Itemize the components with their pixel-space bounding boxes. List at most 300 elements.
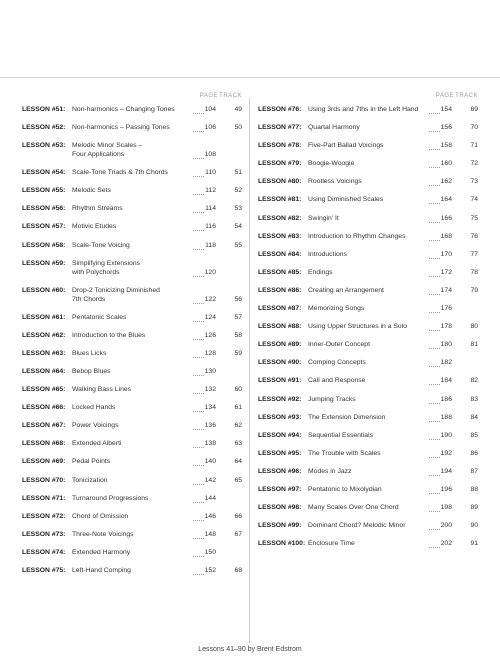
page-number: 156 (440, 124, 452, 132)
page-number: 176 (440, 305, 452, 313)
track-number: 70 (470, 124, 478, 132)
dot-leader (429, 439, 440, 440)
toc-entry[interactable] (22, 548, 242, 566)
lesson-number: LESSON #65: (22, 386, 66, 394)
lesson-number: LESSON #55: (22, 187, 66, 195)
lesson-number: LESSON #63: (22, 349, 66, 357)
toc-entry[interactable] (22, 331, 242, 349)
lesson-title-line: Locked Hands (72, 404, 116, 412)
lesson-number: LESSON #67: (22, 422, 66, 430)
dot-leader (193, 276, 204, 277)
lesson-title-line: The Extension Dimension (308, 413, 386, 421)
lesson-number: LESSON #99: (258, 522, 302, 530)
lesson-title (308, 539, 428, 548)
toc-entry[interactable] (22, 476, 242, 494)
toc-entry[interactable] (258, 449, 478, 467)
lesson-title (72, 313, 192, 322)
page-number: 194 (440, 467, 452, 475)
lesson-title-line: Simplifying Extensions (72, 259, 140, 267)
page-number: 168 (440, 232, 452, 240)
lesson-title-line: Drop-2 Tonicizing Diminished (72, 286, 160, 294)
lesson-title-line: Using Upper Structures in a Solo (308, 323, 407, 331)
toc-entry[interactable] (258, 431, 478, 449)
dot-leader (193, 230, 204, 231)
lesson-number: LESSON #77: (258, 124, 302, 132)
toc-entry[interactable] (258, 413, 478, 431)
lesson-title-line: Tonicization (72, 476, 108, 484)
lesson-title-line: Three-Note Voicings (72, 530, 134, 538)
page-number: 170 (440, 250, 452, 258)
dot-leader (429, 294, 440, 295)
lesson-title (72, 186, 192, 195)
track-number: 86 (470, 449, 478, 457)
lesson-title-line: Pentatonic Scales (72, 313, 127, 321)
lesson-title (308, 521, 428, 530)
lesson-title-line: Call and Response (308, 377, 366, 385)
lesson-title (308, 449, 428, 458)
lesson-title-line: Jumping Tracks (308, 395, 356, 403)
lesson-number: LESSON #62: (22, 331, 66, 339)
track-number: 67 (234, 530, 242, 538)
toc-entry[interactable] (258, 521, 478, 539)
track-number: 75 (470, 214, 478, 222)
dot-leader (193, 131, 204, 132)
lesson-title-line: Five-Part Ballad Voicings (308, 142, 384, 150)
toc-entry[interactable] (258, 268, 478, 286)
track-number: 64 (234, 458, 242, 466)
lesson-number: LESSON #57: (22, 223, 66, 231)
lesson-title (308, 503, 428, 512)
toc-entry[interactable] (22, 105, 242, 123)
lesson-title (308, 358, 428, 367)
lesson-title (308, 286, 428, 295)
lesson-number: LESSON #88: (258, 323, 302, 331)
lesson-number: LESSON #80: (258, 178, 302, 186)
page-number: 114 (205, 205, 216, 213)
lesson-number: LESSON #75: (22, 566, 66, 574)
toc-entry[interactable] (22, 494, 242, 512)
dot-leader (429, 131, 440, 132)
lesson-title-line: Blues Licks (72, 349, 107, 357)
page-number: 140 (204, 458, 216, 466)
lesson-title-line: Introduction to Rhythm Changes (308, 232, 406, 240)
track-number: 51 (234, 169, 242, 177)
track-number: 83 (470, 395, 478, 403)
lesson-number: LESSON #79: (258, 160, 302, 168)
page-number: 146 (204, 512, 216, 520)
toc-entry[interactable] (258, 105, 478, 123)
lesson-number: LESSON #92: (258, 395, 302, 403)
page-number: 190 (440, 431, 452, 439)
lesson-number: LESSON #97: (258, 485, 302, 493)
dot-leader (193, 212, 204, 213)
track-number: 81 (470, 341, 478, 349)
lesson-title-line: 7th Chords (72, 295, 106, 303)
dot-leader (193, 502, 204, 503)
dot-leader (193, 465, 204, 466)
page-number: 154 (440, 106, 452, 113)
page-number: 126 (204, 331, 216, 339)
lesson-title-line: with Polychords (72, 268, 120, 276)
lesson-title-line: Power Voicings (72, 422, 119, 430)
dot-leader (429, 203, 440, 204)
page-number: 110 (205, 169, 216, 177)
lesson-number: LESSON #85: (258, 268, 302, 276)
dot-leader (429, 222, 440, 223)
lesson-title-line: Melodic Minor Scales – (72, 142, 143, 150)
page-number: 104 (204, 106, 216, 113)
track-number: 90 (470, 522, 478, 530)
toc-entry[interactable] (258, 250, 478, 268)
dot-leader (193, 321, 204, 322)
page-number: 158 (440, 142, 452, 150)
track-number: 49 (234, 106, 242, 113)
toc-entry[interactable] (22, 123, 242, 141)
lesson-number: LESSON #52: (22, 124, 66, 132)
lesson-title (308, 304, 428, 313)
track-number: 84 (470, 413, 478, 421)
lesson-title (308, 232, 428, 241)
toc-entry[interactable] (22, 512, 242, 530)
lesson-number: LESSON #59: (22, 259, 66, 267)
lesson-number: LESSON #58: (22, 241, 66, 249)
toc-entry[interactable] (258, 395, 478, 413)
dot-leader (193, 194, 204, 195)
lesson-title (308, 431, 428, 440)
lesson-title (308, 123, 428, 132)
toc-entry[interactable] (22, 241, 242, 259)
lesson-title-line: Melodic Sets (72, 187, 111, 195)
lesson-title-line: Non-harmonics – Passing Tones (72, 124, 170, 132)
toc-rows-right (258, 105, 478, 557)
toc-entry[interactable] (258, 539, 478, 557)
toc-entry[interactable] (258, 123, 478, 141)
dot-leader (429, 258, 440, 259)
page-number: 152 (204, 566, 216, 574)
lesson-title (72, 123, 192, 132)
dot-leader (193, 447, 204, 448)
toc-entry[interactable] (258, 214, 478, 232)
dot-leader (193, 357, 204, 358)
page-column-label: PAGE (199, 93, 218, 99)
page-number: 202 (440, 540, 452, 548)
track-number: 58 (234, 331, 242, 339)
dot-leader (429, 529, 440, 530)
lesson-title (308, 250, 428, 259)
track-number: 53 (234, 205, 242, 213)
lesson-number: LESSON #60: (22, 286, 66, 294)
lesson-title-line: Scale-Tone Triads & 7th Chords (72, 169, 168, 177)
toc-entry[interactable] (22, 439, 242, 457)
track-number: 69 (470, 106, 478, 113)
lesson-title-line: Creating an Arrangement (308, 286, 384, 294)
page-number: 108 (204, 151, 216, 159)
lesson-number: LESSON #86: (258, 286, 302, 294)
toc-entry[interactable] (22, 530, 242, 548)
page-number: 180 (440, 341, 452, 349)
lesson-title (72, 331, 192, 340)
footer-credit: Lessons 41–90 by Brent Edstrom (198, 646, 302, 653)
track-number: 76 (470, 232, 478, 240)
lesson-number: LESSON #90: (258, 359, 302, 367)
page-number: 142 (204, 476, 216, 484)
lesson-number: LESSON #66: (22, 404, 66, 412)
dot-leader (429, 384, 440, 385)
track-number: 62 (234, 422, 242, 430)
page-number: 148 (204, 530, 216, 538)
lesson-number: LESSON #76: (258, 106, 302, 113)
dot-leader (193, 484, 204, 485)
lesson-title-line: Pentatonic to Mixolydian (308, 485, 382, 493)
track-number: 52 (234, 187, 242, 195)
track-number: 72 (470, 160, 478, 168)
lesson-title-line: Modes in Jazz (308, 467, 352, 475)
lesson-title (308, 105, 428, 114)
lesson-title (72, 439, 192, 448)
lesson-title-line: Motivic Etudes (72, 223, 117, 231)
lesson-number: LESSON #82: (258, 214, 302, 222)
lesson-title (72, 367, 192, 376)
lesson-title (72, 530, 192, 539)
toc-rows-left (22, 105, 242, 584)
toc-entry[interactable] (22, 367, 242, 385)
toc-entry[interactable] (258, 503, 478, 521)
lesson-title-line: Using Diminished Scales (308, 196, 384, 204)
lesson-title (308, 322, 428, 331)
lesson-title (72, 548, 192, 557)
toc-entry[interactable] (258, 340, 478, 358)
track-number: 79 (470, 286, 478, 294)
toc-entry[interactable] (22, 349, 242, 367)
track-number: 71 (470, 142, 478, 150)
page-number: 184 (440, 377, 452, 385)
track-number: 74 (470, 196, 478, 204)
lesson-title (308, 413, 428, 422)
dot-leader (193, 556, 204, 557)
toc-entry[interactable] (22, 168, 242, 186)
toc-entry[interactable] (22, 186, 242, 204)
lesson-title-line: Pedal Points (72, 458, 111, 466)
lesson-number: LESSON #53: (22, 142, 66, 150)
toc-entry[interactable] (22, 421, 242, 439)
dot-leader (429, 312, 440, 313)
page-number: 132 (204, 386, 216, 394)
lesson-number: LESSON #84: (258, 250, 302, 258)
lesson-title (72, 241, 192, 250)
page-number: 122 (204, 295, 216, 303)
toc-entry[interactable] (258, 286, 478, 304)
page-number: 160 (440, 160, 452, 168)
toc-entry[interactable] (22, 286, 242, 313)
track-number: 88 (470, 485, 478, 493)
track-number: 59 (234, 349, 242, 357)
page-number: 198 (440, 504, 452, 512)
page-number: 136 (204, 422, 216, 430)
track-number: 61 (234, 404, 242, 412)
dot-leader (429, 493, 440, 494)
lesson-title-line: Extended Harmony (72, 548, 131, 556)
dot-leader (429, 348, 440, 349)
lesson-title-line: Scale-Tone Voicing (72, 241, 130, 249)
dot-leader (193, 520, 204, 521)
lesson-title (308, 177, 428, 186)
lesson-title-line: Rhythm Streams (72, 205, 123, 213)
toc-entry[interactable] (258, 322, 478, 340)
track-number: 63 (234, 440, 242, 448)
toc-entry[interactable] (258, 141, 478, 159)
lesson-title-line: Introductions (308, 250, 347, 258)
lesson-title-line: Non-harmonics – Changing Tones (72, 106, 175, 113)
dot-leader (193, 411, 204, 412)
dot-leader (429, 276, 440, 277)
track-number: 82 (470, 377, 478, 385)
toc-entry[interactable] (22, 457, 242, 475)
toc-entry[interactable] (258, 177, 478, 195)
lesson-number: LESSON #70: (22, 476, 66, 484)
toc-entry[interactable] (22, 385, 242, 403)
dot-leader (429, 167, 440, 168)
dot-leader (429, 511, 440, 512)
toc-entry[interactable] (258, 358, 478, 376)
dot-leader (193, 429, 204, 430)
lesson-title (308, 268, 428, 277)
lesson-title (72, 403, 192, 412)
toc-entry[interactable] (22, 403, 242, 421)
page-number: 196 (440, 485, 452, 493)
toc-entry[interactable] (258, 467, 478, 485)
lesson-number: LESSON #96: (258, 467, 302, 475)
page-number: 188 (440, 413, 452, 421)
lesson-number: LESSON #68: (22, 440, 66, 448)
lesson-title (72, 105, 192, 114)
page-number: 106 (204, 124, 216, 132)
page-number: 124 (204, 313, 216, 321)
lesson-number: LESSON #71: (22, 494, 66, 502)
toc-entry[interactable] (258, 485, 478, 503)
lesson-number: LESSON #64: (22, 367, 66, 375)
dot-leader (193, 249, 204, 250)
toc-entry[interactable] (22, 141, 242, 168)
toc-entry[interactable] (22, 204, 242, 222)
lesson-title-line: The Trouble with Scales (308, 449, 381, 457)
lesson-title (308, 159, 428, 168)
track-number: 77 (470, 250, 478, 258)
lesson-title (308, 141, 428, 150)
page-number: 150 (204, 548, 216, 556)
page-number: 172 (440, 268, 452, 276)
track-number: 57 (234, 313, 242, 321)
page-number: 128 (204, 349, 216, 357)
page-number: 174 (440, 286, 452, 294)
lesson-title (72, 494, 192, 503)
lesson-title (72, 286, 192, 304)
track-number: 54 (234, 223, 242, 231)
lesson-number: LESSON #89: (258, 341, 302, 349)
toc-entry[interactable] (258, 376, 478, 394)
lesson-title (308, 214, 428, 223)
track-number: 80 (470, 323, 478, 331)
track-number: 66 (234, 512, 242, 520)
toc-entry[interactable] (22, 313, 242, 331)
lesson-title-line: Dominant Chord? Melodic Minor (308, 522, 406, 530)
dot-leader (193, 113, 204, 114)
dot-leader (193, 375, 204, 376)
lesson-number: LESSON #74: (22, 548, 66, 556)
page-number: 144 (204, 494, 216, 502)
toc-entry[interactable] (22, 222, 242, 240)
toc-entry[interactable] (22, 566, 242, 584)
lesson-title (308, 376, 428, 385)
lesson-number: LESSON #95: (258, 449, 302, 457)
lesson-title (72, 566, 192, 575)
lesson-number: LESSON #54: (22, 169, 66, 177)
dot-leader (429, 403, 440, 404)
page-column-label: PAGE (435, 93, 454, 99)
toc-entry[interactable] (22, 259, 242, 286)
page-number: 186 (440, 395, 452, 403)
track-number: 87 (470, 467, 478, 475)
lesson-title-line: Rootless Voicings (308, 178, 362, 186)
lesson-title (72, 385, 192, 394)
lesson-title-line: Four Applications (72, 151, 125, 159)
lesson-title (72, 457, 192, 466)
lesson-title-line: Introduction to the Blues (72, 331, 146, 339)
page-number: 200 (440, 522, 452, 530)
toc-entry[interactable] (258, 232, 478, 250)
top-rule (0, 77, 500, 78)
lesson-number: LESSON #83: (258, 232, 302, 240)
page-number: 130 (204, 367, 216, 375)
toc-entry[interactable] (258, 304, 478, 322)
lesson-title-line: Bebop Blues (72, 367, 111, 375)
page-number: 182 (440, 359, 452, 367)
page-number: 162 (440, 178, 452, 186)
lesson-number: LESSON #100: (258, 540, 306, 548)
dot-leader (193, 158, 204, 159)
dot-leader (429, 330, 440, 331)
lesson-title-line: Inner-Outer Concept (308, 341, 370, 349)
track-column-label: TRACK (455, 93, 478, 99)
lesson-title-line: Comping Concepts (308, 359, 366, 367)
dot-leader (429, 547, 440, 548)
page-number: 116 (205, 223, 216, 231)
dot-leader (429, 240, 440, 241)
track-number: 89 (470, 504, 478, 512)
lesson-title (72, 512, 192, 521)
lesson-title-line: Using 3rds and 7ths in the Left Hand (308, 106, 419, 113)
dot-leader (429, 457, 440, 458)
dot-leader (193, 538, 204, 539)
lesson-title-line: Quartal Harmony (308, 124, 360, 132)
lesson-number: LESSON #56: (22, 205, 66, 213)
dot-leader (193, 303, 204, 304)
track-column-label: TRACK (219, 93, 242, 99)
lesson-title (72, 168, 192, 177)
dot-leader (429, 421, 440, 422)
lesson-number: LESSON #61: (22, 313, 66, 321)
track-number: 78 (470, 268, 478, 276)
dot-leader (429, 113, 440, 114)
lesson-title (72, 421, 192, 430)
toc-entry[interactable] (258, 195, 478, 213)
track-number: 91 (470, 540, 478, 548)
dot-leader (429, 475, 440, 476)
lesson-number: LESSON #73: (22, 530, 66, 538)
dot-leader (429, 149, 440, 150)
toc-entry[interactable] (258, 159, 478, 177)
page-number: 178 (440, 323, 452, 331)
page-number: 164 (440, 196, 452, 204)
